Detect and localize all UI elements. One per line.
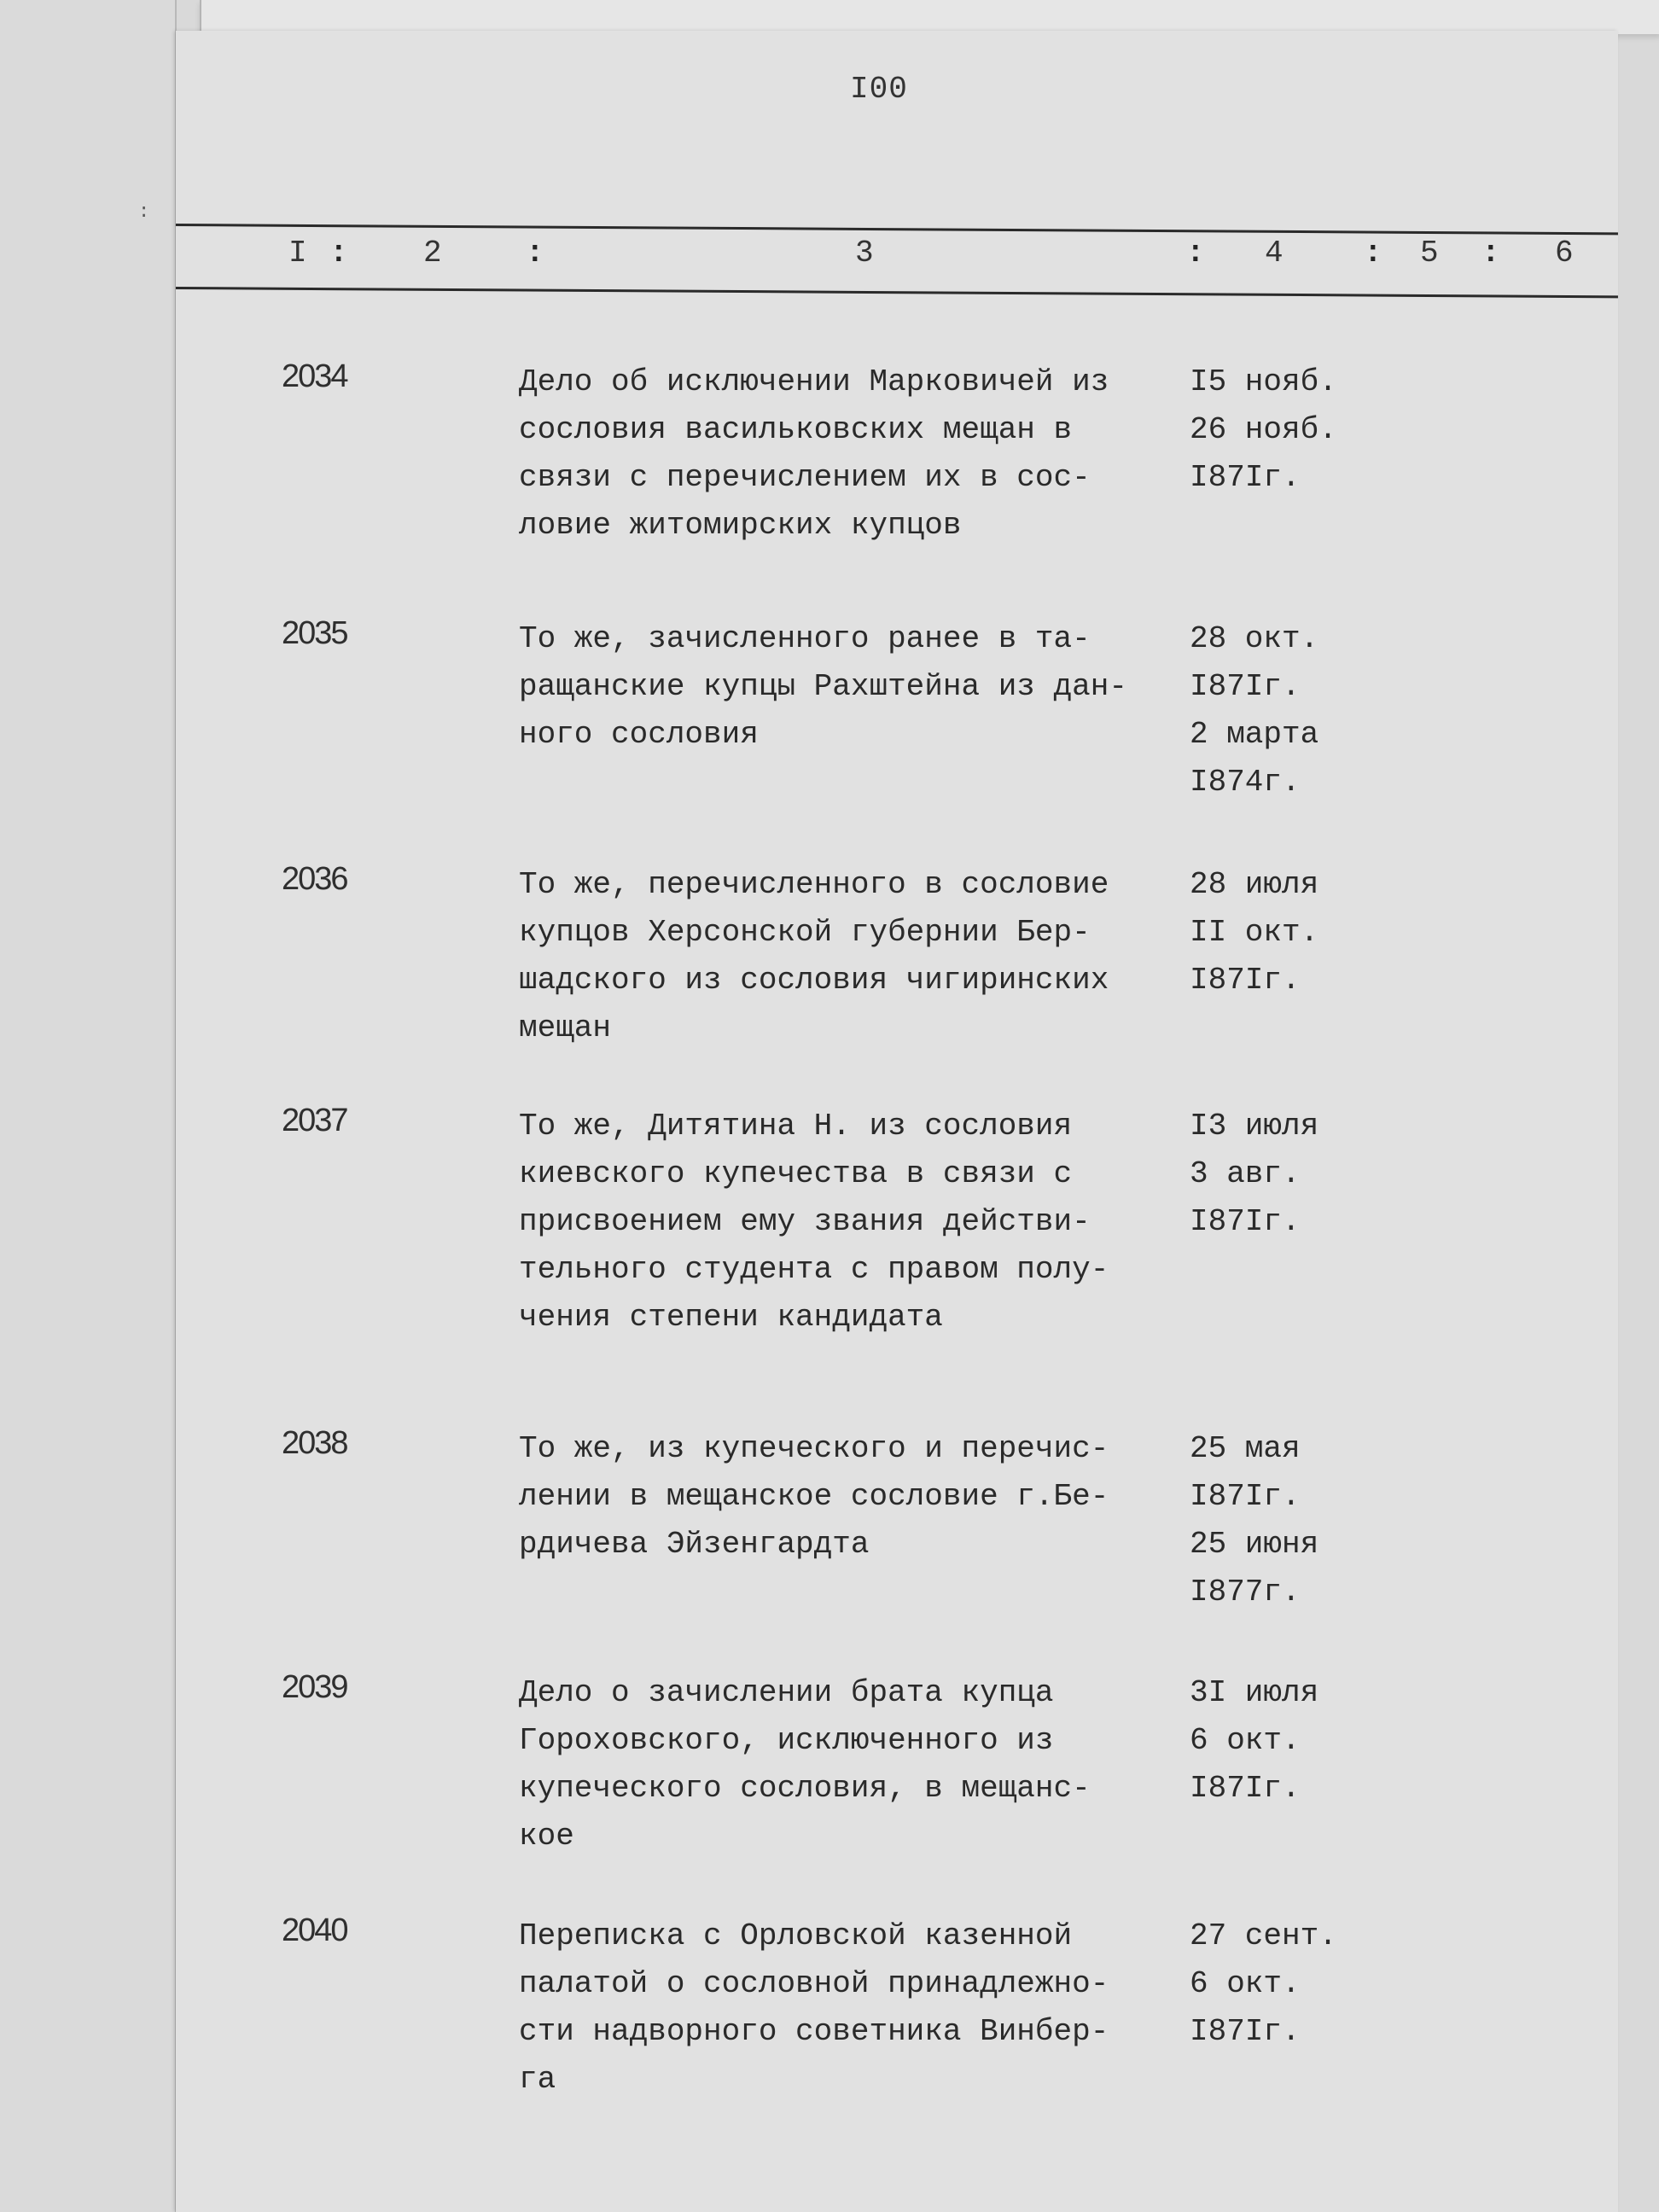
description-line: га — [519, 2062, 556, 2097]
description-line: ращанские купцы Рахштейна из дан- — [519, 669, 1127, 704]
description-line: Переписка с Орловской казенной — [519, 1918, 1073, 1953]
entry-description — [519, 358, 1167, 550]
date-line: I87Iг. — [1190, 669, 1301, 704]
date-line: 28 окт. — [1190, 621, 1319, 656]
header-rule-bottom — [176, 287, 1618, 298]
description-line: рдичева Эйзенгардта — [519, 1527, 870, 1562]
date-line: I874г. — [1190, 765, 1301, 800]
previous-page-strip — [0, 0, 177, 2212]
date-line: II окт. — [1190, 915, 1319, 950]
date-line: I87Iг. — [1190, 460, 1301, 495]
description-line: мещан — [519, 1010, 612, 1045]
description-line: кое — [519, 1819, 574, 1854]
entry-number: 2036 — [282, 861, 347, 897]
date-line: I87Iг. — [1190, 1204, 1301, 1239]
description-line: чения степени кандидата — [519, 1300, 943, 1335]
entry-number: 2038 — [282, 1425, 347, 1461]
entry-description — [519, 861, 1167, 1052]
entry-dates — [1190, 358, 1337, 502]
column-separator: : — [1186, 236, 1205, 271]
page-number: I00 — [850, 72, 908, 107]
entry-dates — [1190, 861, 1318, 1004]
column-separator: : — [329, 236, 348, 271]
entry-number: 2040 — [282, 1912, 347, 1948]
description-line: То же, Дитятина Н. из сословия — [519, 1109, 1073, 1144]
date-line: I87Iг. — [1190, 1479, 1301, 1514]
entry-description — [519, 1912, 1167, 2104]
description-line: лении в мещанское сословие г.Бе- — [519, 1479, 1109, 1514]
date-line: 6 окт. — [1190, 1723, 1301, 1758]
date-line: 3I июля — [1190, 1675, 1319, 1710]
entry-number: 2039 — [282, 1669, 347, 1705]
description-line: То же, зачисленного ранее в та- — [519, 621, 1091, 656]
column-header-3: 3 — [855, 236, 874, 271]
column-header-1: I — [288, 236, 307, 271]
entry-dates — [1190, 1425, 1318, 1616]
column-header-4: 4 — [1265, 236, 1284, 271]
header-rule-top — [176, 224, 1618, 235]
description-line: киевского купечества в связи с — [519, 1156, 1073, 1191]
description-line: тельного студента с правом полу- — [519, 1252, 1109, 1287]
column-separator: : — [1364, 236, 1382, 271]
description-line: То же, перечисленного в сословие — [519, 867, 1109, 902]
margin-mark: : — [138, 201, 150, 223]
description-line: Дело об исключении Марковичей из — [519, 364, 1109, 399]
description-line: сословия васильковских мещан в — [519, 412, 1073, 447]
date-line: 27 сент. — [1190, 1918, 1337, 1953]
entry-dates — [1190, 1669, 1318, 1813]
date-line: 6 окт. — [1190, 1966, 1301, 2001]
description-line: ного сословия — [519, 717, 759, 752]
column-header-6: 6 — [1555, 236, 1574, 271]
entry-dates — [1190, 1912, 1337, 2056]
description-line: связи с перечислением их в сос- — [519, 460, 1091, 495]
date-line: I877г. — [1190, 1575, 1301, 1610]
date-line: 25 июня — [1190, 1527, 1319, 1562]
date-line: I87Iг. — [1190, 963, 1301, 998]
date-line: 2 марта — [1190, 717, 1319, 752]
entry-number: 2035 — [282, 615, 347, 651]
description-line: присвоением ему звания действи- — [519, 1204, 1091, 1239]
date-line: I87Iг. — [1190, 1771, 1301, 1806]
description-line: сти надворного советника Винбер- — [519, 2014, 1109, 2049]
date-line: I5 нояб. — [1190, 364, 1337, 399]
date-line: I87Iг. — [1190, 2014, 1301, 2049]
description-line: Гороховского, исключенного из — [519, 1723, 1054, 1758]
entry-dates — [1190, 615, 1318, 806]
entry-description — [519, 1425, 1167, 1569]
entry-description — [519, 1669, 1167, 1860]
document-page — [176, 31, 1618, 2212]
date-line: 28 июля — [1190, 867, 1319, 902]
description-line: купеческого сословия, в мещанс- — [519, 1771, 1091, 1806]
entry-dates — [1190, 1103, 1318, 1246]
date-line: 26 нояб. — [1190, 412, 1337, 447]
date-line: I3 июля — [1190, 1109, 1319, 1144]
description-line: палатой о сословной принадлежно- — [519, 1966, 1109, 2001]
description-line: купцов Херсонской губернии Бер- — [519, 915, 1091, 950]
entry-description — [519, 1103, 1167, 1342]
column-header-5: 5 — [1420, 236, 1439, 271]
entry-description — [519, 615, 1167, 759]
date-line: 25 мая — [1190, 1431, 1301, 1466]
entry-number: 2037 — [282, 1103, 347, 1138]
column-header-2: 2 — [423, 236, 442, 271]
underlying-page-edge — [200, 0, 1659, 34]
description-line: Дело о зачислении брата купца — [519, 1675, 1054, 1710]
column-separator: : — [1481, 236, 1500, 271]
column-separator: : — [526, 236, 544, 271]
description-line: То же, из купеческого и перечис- — [519, 1431, 1109, 1466]
date-line: 3 авг. — [1190, 1156, 1301, 1191]
entry-number: 2034 — [282, 358, 347, 394]
description-line: ловие житомирских купцов — [519, 508, 962, 543]
description-line: шадского из сословия чигиринских — [519, 963, 1109, 998]
